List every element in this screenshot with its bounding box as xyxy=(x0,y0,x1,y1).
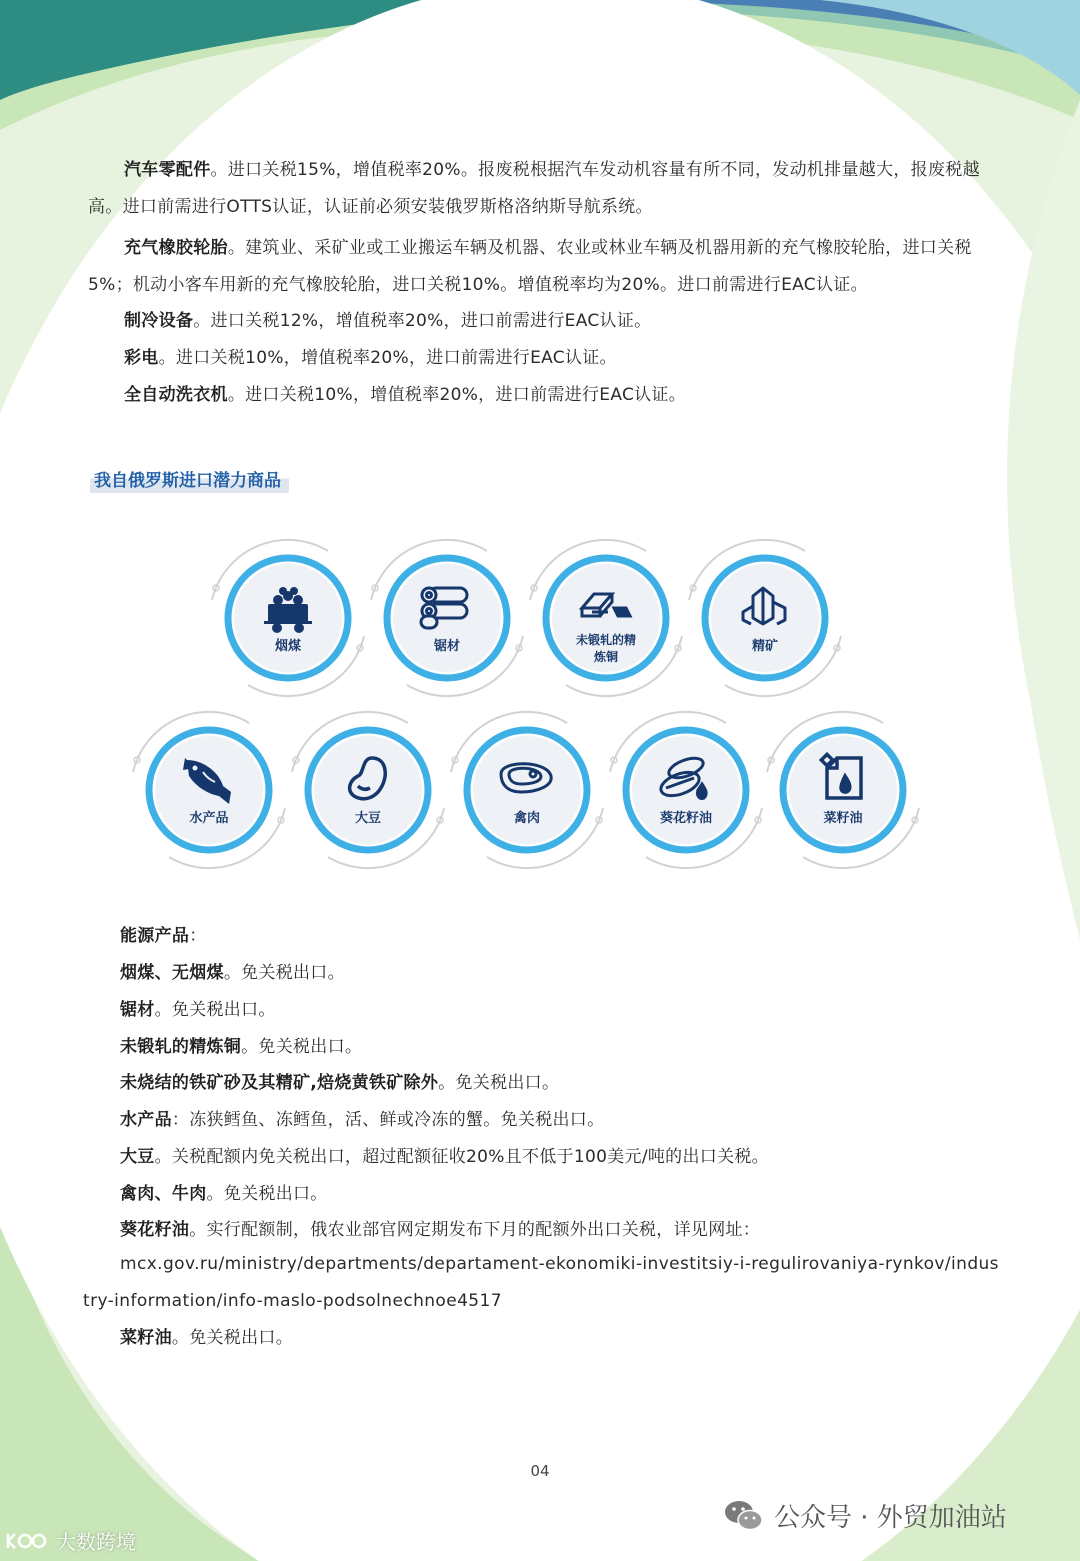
watermark-left-text: 大数跨境 xyxy=(56,1530,136,1554)
icon-label-copper-b: 炼铜 xyxy=(593,650,619,664)
paragraph-auto-parts xyxy=(88,152,998,226)
icon-label-rapeseed: 菜籽油 xyxy=(823,811,863,826)
desc-aquatic: ：冻狭鳕鱼、冻鳕鱼，活、鲜或冷冻的蟹。免关税出口。 xyxy=(171,1110,605,1130)
desc-iron-ore: 。免关税出口。 xyxy=(438,1073,560,1093)
desc-timber: 。免关税出口。 xyxy=(154,1000,276,1020)
paragraph-washer xyxy=(88,377,998,414)
term-aquatic: 水产品 xyxy=(120,1110,172,1130)
desc-auto-parts: 。进口关税15%，增值税率20%。报废税根据汽车发动机容量有所不同，发动机排量越大，报废税越高。进口前需进行OTTS认证，认证前必须安装俄罗斯格洛纳斯导航系统。 xyxy=(88,160,980,217)
term-tv: 彩电 xyxy=(124,348,159,368)
icon-sawn-timber xyxy=(369,540,525,696)
paragraph-tv xyxy=(88,340,998,377)
icon-poultry-meat xyxy=(449,712,605,868)
section-title: 我自俄罗斯进口潜力商品 xyxy=(90,464,289,493)
icon-label-coal: 烟煤 xyxy=(274,639,302,654)
line-energy-products xyxy=(120,918,1020,955)
watermark-left xyxy=(6,1526,136,1555)
watermark-right-text: 公众号 · 外贸加油站 xyxy=(774,1503,1007,1533)
term-rapeseed-oil: 菜籽油 xyxy=(120,1328,172,1348)
desc-meat: 。免关税出口。 xyxy=(206,1184,328,1204)
desc-energy: ： xyxy=(189,926,207,946)
term-iron-ore: 未烧结的铁矿砂及其精矿,焙烧黄铁矿除外 xyxy=(120,1073,439,1093)
term-meat: 禽肉、牛肉 xyxy=(120,1184,207,1204)
desc-washer: 。进口关税10%，增值税率20%，进口前需进行EAC认证。 xyxy=(227,385,687,405)
term-energy: 能源产品 xyxy=(120,926,190,946)
line-iron-ore xyxy=(120,1065,1020,1102)
desc-tires: 。建筑业、采矿业或工业搬运车辆及机器、农业或林业车辆及机器用新的充气橡胶轮胎，进口关税5%；机动小客车用新的充气橡胶轮胎，进口关税10%。增值税率均为20%。进口前需进行EAC认证。 xyxy=(88,238,972,295)
line-aquatic xyxy=(120,1102,1020,1139)
paragraph-refrigeration xyxy=(88,303,998,340)
commodity-icons xyxy=(0,520,1080,880)
desc-coal: 。免关税出口。 xyxy=(223,963,345,983)
url-line-2[interactable]: try-information/info-maslo-podsolnechnoe4517 xyxy=(83,1291,502,1311)
line-meat xyxy=(120,1176,1020,1213)
term-timber: 锯材 xyxy=(120,1000,155,1020)
desc-tv: 。进口关税10%，增值税率20%，进口前需进行EAC认证。 xyxy=(158,348,617,368)
icon-label-timber: 锯材 xyxy=(433,639,461,654)
line-timber xyxy=(120,992,1020,1029)
term-washer: 全自动洗衣机 xyxy=(124,385,228,405)
icon-soybean xyxy=(290,712,446,868)
icon-bituminous-coal xyxy=(210,540,366,696)
url-line-1[interactable]: mcx.gov.ru/ministry/departments/departament-ekonomiki-investitsiy-i-regulirovaniya-rynkov/indus xyxy=(120,1254,999,1274)
line-coal xyxy=(120,955,1020,992)
desc-rapeseed-oil: 。免关税出口。 xyxy=(171,1328,294,1348)
desc-copper: 。免关税出口。 xyxy=(241,1037,363,1057)
term-soybean: 大豆 xyxy=(120,1147,155,1167)
desc-sunflower-oil: 。实行配额制，俄农业部官网定期发布下月的配额外出口关税，详见网址： xyxy=(189,1220,761,1240)
page-number: 04 xyxy=(530,1462,550,1480)
desc-soybean: 。关税配额内免关税出口，超过配额征收20%且不低于100美元/吨的出口关税。 xyxy=(154,1147,769,1167)
line-sunflower-oil xyxy=(120,1212,1020,1249)
term-auto-parts: 汽车零配件 xyxy=(124,160,211,180)
icon-label-copper-a: 未锻轧的精 xyxy=(575,633,637,647)
term-copper: 未锻轧的精炼铜 xyxy=(120,1037,242,1057)
line-copper xyxy=(120,1029,1020,1066)
icon-label-aquatic: 水产品 xyxy=(189,811,229,826)
term-refrigeration: 制冷设备 xyxy=(124,311,194,331)
term-tires: 充气橡胶轮胎 xyxy=(124,238,228,258)
line-rapeseed-oil xyxy=(120,1320,1020,1357)
icon-aquatic-products xyxy=(131,712,287,868)
wechat-icon xyxy=(724,1499,764,1533)
term-sunflower-oil: 葵花籽油 xyxy=(120,1220,190,1240)
brand-logo-icon xyxy=(6,1530,50,1552)
icon-concentrate-ore xyxy=(687,540,843,696)
term-coal: 烟煤、无烟煤 xyxy=(120,963,224,983)
icon-sunflower-oil xyxy=(608,712,764,868)
icon-label-soybean: 大豆 xyxy=(354,811,382,826)
icon-refined-copper xyxy=(528,540,684,696)
line-soybean xyxy=(120,1139,1020,1176)
watermark-right xyxy=(724,1497,1007,1534)
icon-label-ore: 精矿 xyxy=(751,639,779,654)
icon-label-poultry: 禽肉 xyxy=(513,811,541,826)
desc-refrigeration: 。进口关税12%，增值税率20%，进口前需进行EAC认证。 xyxy=(193,311,652,331)
paragraph-tires xyxy=(88,230,998,304)
icon-rapeseed-oil xyxy=(765,712,921,868)
icon-label-sunflower: 葵花籽油 xyxy=(659,811,713,826)
